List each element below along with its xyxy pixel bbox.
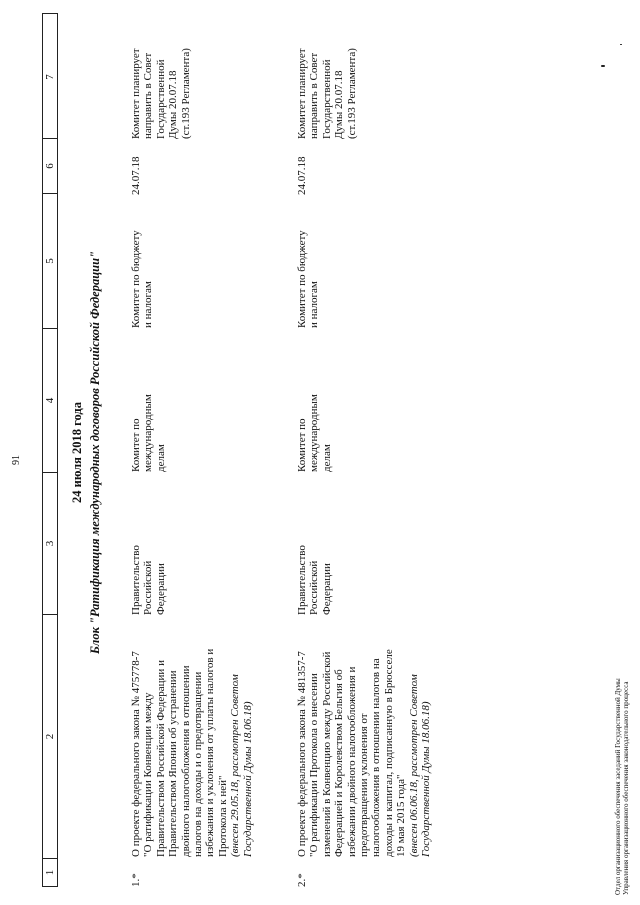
- status-line: Государственной: [320, 59, 333, 139]
- initiator-line: Правительство: [130, 545, 142, 615]
- row-number: 1.*: [130, 873, 142, 887]
- initiator-line: Федерации: [320, 563, 333, 615]
- col-header-4: 4: [43, 328, 57, 472]
- desc-line: налогообложения в отношении налогов на: [370, 658, 383, 857]
- date-title: 24 июля 2018 года: [70, 402, 84, 503]
- desc-line: Федерацией и Королевством Бельгия об: [333, 669, 346, 857]
- desc-line: избежании двойного налогообложения и: [345, 666, 358, 857]
- committee-line: Комитет по: [130, 418, 142, 472]
- note-line: Государственной Думы 18.06.18): [420, 701, 433, 857]
- responsible-committee: [130, 362, 167, 472]
- bill-description: [296, 635, 432, 857]
- desc-line: О проекте федерального закона № 475778-7: [130, 651, 142, 857]
- block-title: Блок "Ратификация международных договоров Российской Федерации": [88, 251, 102, 655]
- co-committee-line: Комитет по бюджету: [296, 230, 308, 328]
- desc-line: 19 мая 2015 года": [395, 774, 408, 857]
- status-line: (ст.193 Регламента): [345, 48, 358, 139]
- bill-description: [130, 635, 254, 857]
- desc-line: "О ратификации Конвенции между: [142, 692, 155, 857]
- co-committee: [130, 228, 155, 328]
- status-line: Государственной: [154, 59, 167, 139]
- initiator-line: Федерации: [154, 563, 167, 615]
- status-line: направить в Совет: [142, 52, 155, 139]
- desc-line: избежания и уклонения от уплаты налогов и: [204, 648, 217, 857]
- initiator: [296, 505, 333, 615]
- responsible-committee: [296, 362, 333, 472]
- status-line: Комитет планирует: [130, 48, 142, 139]
- committee-line: Комитет по: [296, 418, 308, 472]
- committee-line: делам: [320, 444, 333, 472]
- col-header-7: 7: [44, 74, 56, 80]
- note-line: (внесен 29.05.18, рассмотрен Советом: [229, 674, 242, 857]
- scan-mark: [601, 65, 605, 67]
- committee-line: делам: [154, 444, 167, 472]
- initiator-line: Правительство: [296, 545, 308, 615]
- desc-line: Правительством Российской Федерации и: [154, 660, 167, 857]
- desc-line: двойного налогообложения в отношении: [179, 665, 192, 857]
- status-line: Комитет планирует: [296, 48, 308, 139]
- footer-line: Отдел организационного обеспечения заседаний Государственной Думы: [614, 678, 622, 895]
- col-header-6: 6: [43, 138, 57, 193]
- initiator-line: Российской: [308, 560, 321, 615]
- desc-line: "О ратификации Протокола о внесении: [308, 673, 321, 857]
- note-line: (внесен 06.06.18, рассмотрен Советом: [407, 674, 420, 857]
- column-number-header: [42, 13, 58, 887]
- status-line: (ст.193 Регламента): [179, 48, 192, 139]
- row-number: 2.*: [296, 873, 308, 887]
- desc-line: О проекте федерального закона № 481357-7: [296, 651, 308, 857]
- col-header-2: 2: [43, 614, 57, 858]
- initiator: [130, 505, 167, 615]
- desc-line: Правительством Японии об устранении: [167, 670, 180, 857]
- desc-line: изменений в Конвенцию между Российской: [320, 651, 333, 857]
- review-date: 24.07.18: [130, 156, 142, 195]
- scan-mark: [620, 44, 622, 45]
- footer-line: Управления организационного обеспечения законодательного процесса: [622, 681, 630, 895]
- co-committee-line: и налогам: [308, 281, 321, 328]
- footer-note: [614, 678, 630, 895]
- page-number: 91: [11, 455, 22, 465]
- initiator-line: Российской: [142, 560, 155, 615]
- status: [296, 19, 358, 139]
- co-committee-line: Комитет по бюджету: [130, 230, 142, 328]
- review-date: 24.07.18: [296, 156, 308, 195]
- committee-line: международным: [308, 394, 321, 472]
- status: [130, 19, 192, 139]
- col-header-5: 5: [43, 193, 57, 328]
- desc-line: Протокола к ней": [216, 775, 229, 857]
- co-committee-line: и налогам: [142, 281, 155, 328]
- status-line: Думы 20.07.18: [333, 70, 346, 139]
- desc-line: предотвращении уклонения от: [358, 713, 371, 857]
- status-line: направить в Совет: [308, 52, 321, 139]
- col-header-3: 3: [43, 472, 57, 614]
- note-line: Государственной Думы 18.06.18): [241, 701, 254, 857]
- committee-line: международным: [142, 394, 155, 472]
- co-committee: [296, 228, 321, 328]
- status-line: Думы 20.07.18: [167, 70, 180, 139]
- col-header-1: 1: [43, 858, 57, 886]
- desc-line: налогов на доходы и о предотвращении: [192, 671, 205, 857]
- desc-line: доходы и капитал, подписанную в Брюсселе: [382, 649, 395, 857]
